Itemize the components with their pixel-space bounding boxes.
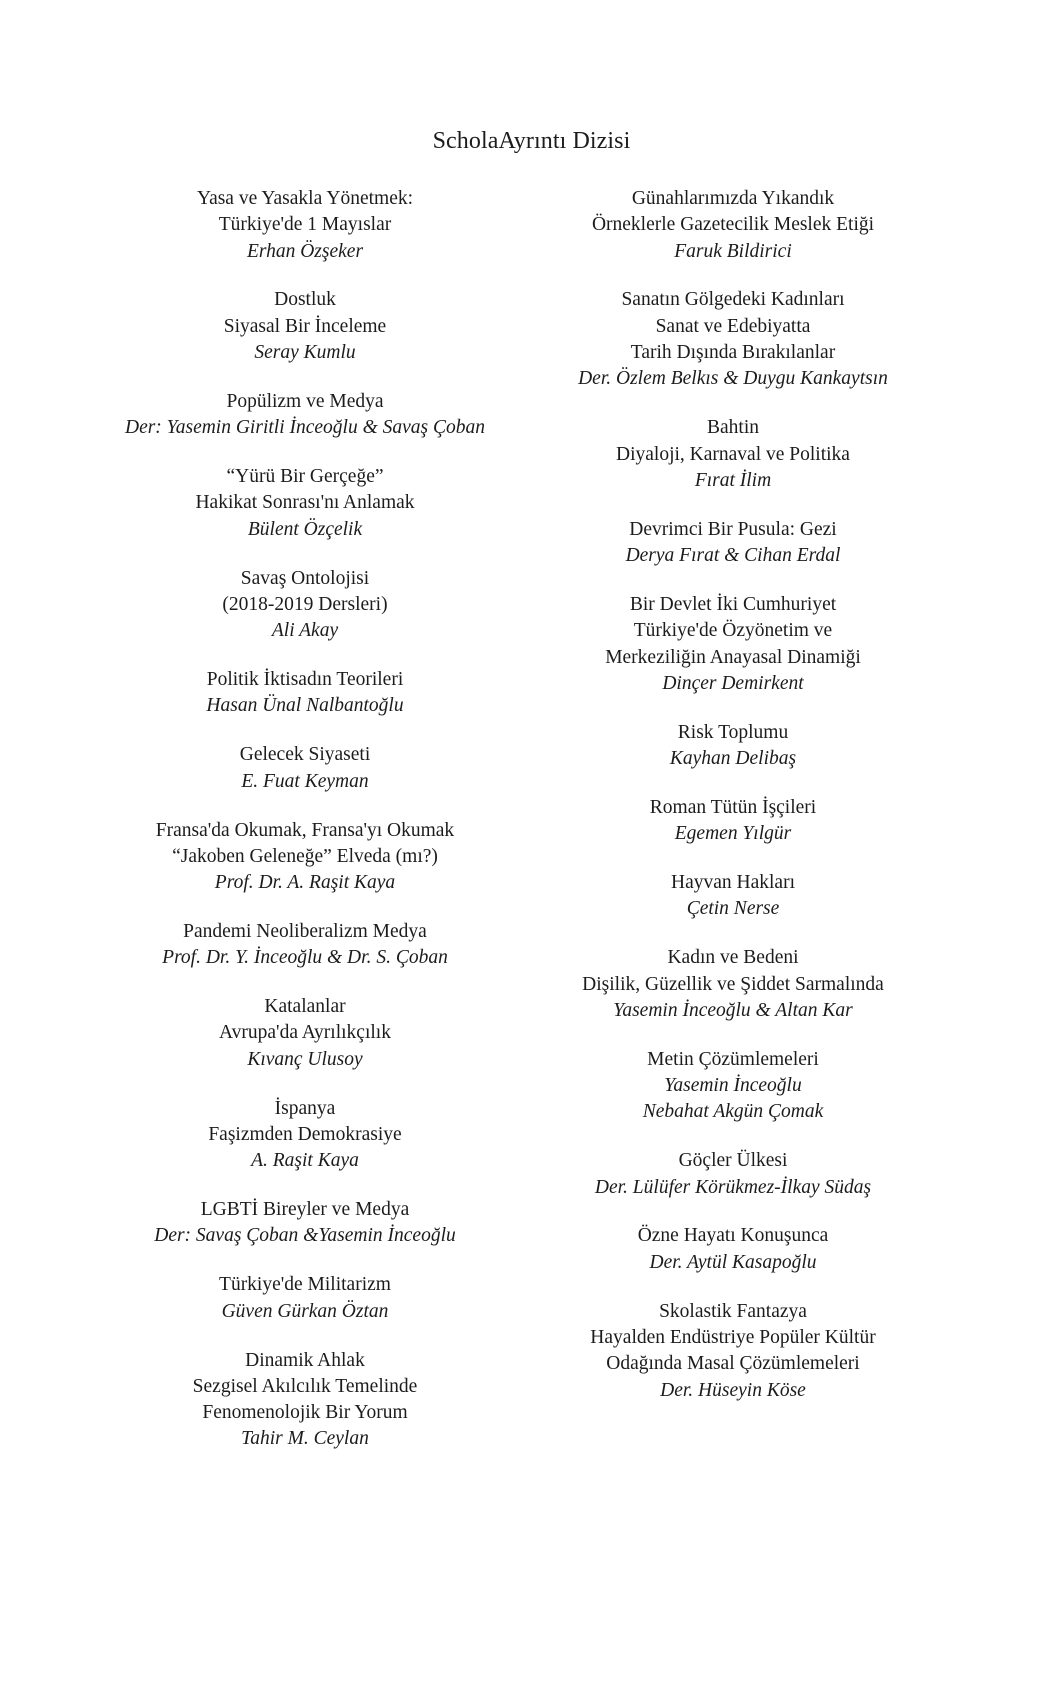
book-entry (107, 287, 503, 366)
book-author: Kayhan Delibaş (669, 748, 797, 770)
book-title-line: Türkiye'de Militarizm (219, 1274, 391, 1296)
book-author: Seray Kumlu (254, 342, 356, 364)
book-entry (535, 592, 931, 697)
book-author: Çetin Nerse (686, 898, 780, 920)
book-entry (535, 870, 931, 923)
book-title-line: Fenomenolojik Bir Yorum (202, 1402, 408, 1424)
book-title-line: Diyaloji, Karnaval ve Politika (616, 443, 850, 465)
book-entry (535, 945, 931, 1024)
book-title-line: “Yürü Bir Gerçeğe” (226, 466, 384, 488)
book-author: Erhan Özşeker (246, 240, 364, 262)
book-title-line: Günahlarımızda Yıkandık (631, 188, 835, 209)
book-title-line: İspanya (274, 1097, 336, 1119)
book-author: Der. Aytül Kasapoğlu (649, 1251, 817, 1273)
book-title-line: Gelecek Siyaseti (239, 744, 371, 766)
book-entry (535, 1223, 931, 1276)
book-author: Nebahat Akgün Çomak (642, 1101, 824, 1123)
book-entry (107, 742, 503, 795)
book-author: Derya Fırat & Cihan Erdal (625, 545, 841, 567)
book-title-line: Bahtin (707, 417, 759, 439)
book-title-line: LGBTİ Bireyler ve Medya (200, 1199, 410, 1221)
book-title-line: Örneklerle Gazetecilik Meslek Etiği (591, 214, 875, 236)
book-entry (107, 1272, 503, 1325)
book-title-line: Göçler Ülkesi (678, 1150, 788, 1172)
book-title-line: Dostluk (274, 289, 336, 311)
book-author: Kıvanç Ulusoy (247, 1048, 363, 1070)
book-author: Hasan Ünal Nalbantoğlu (206, 695, 404, 717)
book-author: Yasemin İnceoğlu (664, 1075, 802, 1097)
book-entry (107, 919, 503, 972)
book-entry (107, 1096, 503, 1175)
book-entry (107, 994, 503, 1073)
book-title-line: Tarih Dışında Bırakılanlar (630, 342, 836, 364)
book-title-line: Dinamik Ahlak (245, 1349, 365, 1371)
book-author: Yasemin İnceoğlu & Altan Kar (613, 999, 853, 1021)
book-title-line: Politik İktisadın Teorileri (206, 669, 404, 691)
book-author: Fırat İlim (694, 469, 772, 491)
book-entry (535, 287, 931, 392)
book-entry (535, 415, 931, 494)
book-author: Der: Savaş Çoban &Yasemin İnceoğlu (154, 1225, 456, 1247)
book-author: Dinçer Demirkent (662, 672, 804, 694)
book-author: Der. Hüseyin Köse (660, 1379, 806, 1401)
book-entry (535, 1047, 931, 1126)
book-author: Faruk Bildirici (674, 240, 792, 262)
book-title-line: Avrupa'da Ayrılıkçılık (219, 1022, 391, 1044)
book-title-line: Roman Tütün İşçileri (649, 796, 817, 818)
book-title-line: Türkiye'de Özyönetim ve (633, 620, 833, 642)
book-author: Egemen Yılgür (674, 823, 792, 845)
book-title-line: “Jakoben Geleneğe” Elveda (mı?) (172, 845, 438, 867)
book-entry (107, 818, 503, 897)
book-entry (107, 566, 503, 645)
book-author: Güven Gürkan Öztan (221, 1300, 389, 1322)
book-entry (107, 1197, 503, 1250)
book-title-line: Savaş Ontolojisi (240, 567, 370, 589)
book-title-line: Devrimci Bir Pusula: Gezi (629, 518, 837, 540)
book-title-line: Hayvan Hakları (671, 872, 795, 894)
book-author: Tahir M. Ceylan (241, 1428, 369, 1450)
book-author: Bülent Özçelik (247, 518, 363, 540)
book-entry (107, 389, 503, 442)
book-author: Der: Yasemin Giritli İnceoğlu & Savaş Çoban (124, 417, 486, 439)
book-author: Der. Özlem Belkıs & Duygu Kankaytsın (578, 368, 888, 390)
book-title-line: Metin Çözümlemeleri (647, 1048, 819, 1070)
book-entry (535, 186, 931, 265)
book-title-line: Özne Hayatı Konuşunca (637, 1225, 829, 1247)
series-title: ScholaAyrıntı Dizisi (432, 128, 631, 154)
book-title-line: Fransa'da Okumak, Fransa'yı Okumak (155, 819, 455, 841)
right-book-column (535, 186, 931, 1426)
book-entry (535, 517, 931, 570)
book-entry (535, 720, 931, 773)
book-title-line: Popülizm ve Medya (226, 390, 384, 412)
book-title-line: Risk Toplumu (677, 721, 789, 743)
left-book-column (107, 186, 503, 1475)
book-author: Ali Akay (271, 620, 339, 642)
book-entry (107, 667, 503, 720)
book-entry (535, 1299, 931, 1404)
book-title-line: (2018-2019 Dersleri) (222, 593, 388, 615)
book-title-line: Katalanlar (264, 996, 346, 1018)
book-author: Prof. Dr. A. Raşit Kaya (214, 872, 396, 894)
book-title-line: Skolastik Fantazya (659, 1300, 807, 1322)
book-title-line: Siyasal Bir İnceleme (223, 315, 387, 337)
book-title-line: Yasa ve Yasakla Yönetmek: (196, 188, 414, 209)
book-author: A. Raşit Kaya (251, 1150, 359, 1172)
book-title-line: Hayalden Endüstriye Popüler Kültür (590, 1326, 876, 1348)
book-title-line: Hakikat Sonrası'nı Anlamak (195, 492, 415, 514)
book-title-line: Merkeziliğin Anayasal Dinamiği (605, 646, 861, 668)
book-title-line: Bir Devlet İki Cumhuriyet (629, 593, 837, 615)
book-title-line: Sanat ve Edebiyatta (655, 315, 811, 337)
book-author: E. Fuat Keyman (241, 770, 369, 792)
book-title-line: Dişilik, Güzellik ve Şiddet Sarmalında (582, 973, 884, 995)
book-title-line: Odağında Masal Çözümlemeleri (606, 1353, 860, 1375)
book-entry (107, 464, 503, 543)
book-title-line: Türkiye'de 1 Mayıslar (218, 214, 392, 236)
book-author: Prof. Dr. Y. İnceoğlu & Dr. S. Çoban (162, 947, 448, 969)
book-author: Der. Lülüfer Körükmez-İlkay Südaş (594, 1176, 872, 1198)
book-title-line: Faşizmden Demokrasiye (208, 1123, 402, 1145)
book-entry (535, 795, 931, 848)
book-title-line: Sanatın Gölgedeki Kadınları (621, 289, 845, 311)
book-entry (107, 186, 503, 265)
book-title-line: Sezgisel Akılcılık Temelinde (192, 1375, 418, 1397)
book-entry (535, 1148, 931, 1201)
book-entry (107, 1348, 503, 1453)
book-title-line: Pandemi Neoliberalizm Medya (183, 920, 427, 942)
book-title-line: Kadın ve Bedeni (667, 947, 799, 969)
